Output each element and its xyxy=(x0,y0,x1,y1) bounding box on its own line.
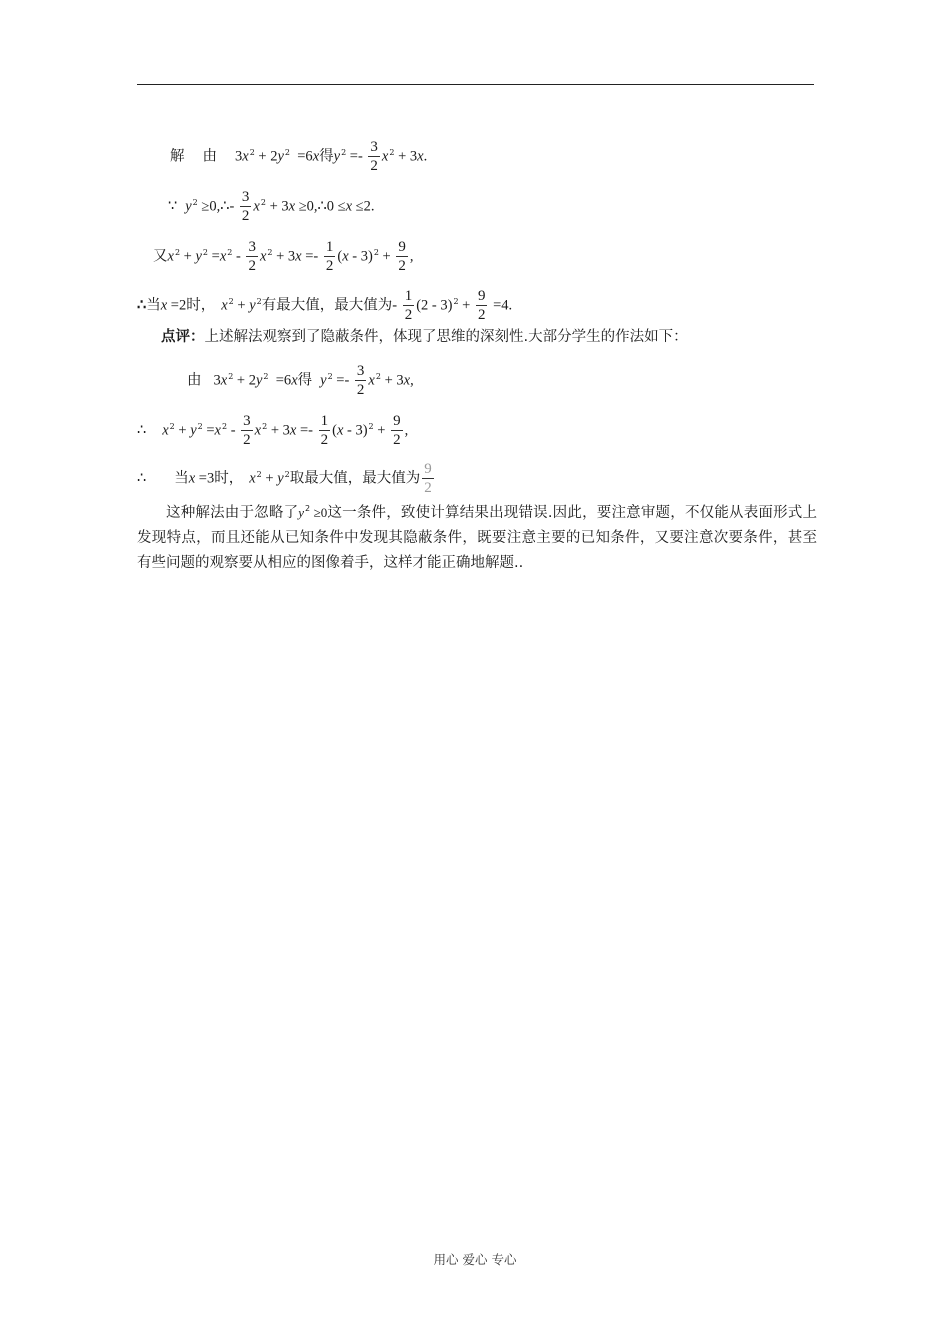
fraction-9-2: $\frac{9}{2}$ xyxy=(477,288,486,323)
fraction-3-2: $\frac{3}{2}$ xyxy=(370,139,378,174)
fraction-9-2: $\frac{9}{2}$ xyxy=(398,239,406,274)
comment-line-2: 由 $3x^2 + 2y^2 =6x$得 $y^2$ =- $\frac{3}{2}$ $x^2 + 3x$, xyxy=(187,363,414,398)
comment-title: 点评： xyxy=(161,329,205,345)
label-take-max: 取最大值，最大值为 xyxy=(289,470,421,487)
header-rule xyxy=(137,84,814,85)
paragraph-text-after: 这一条件，致使计算结果出现错误.因此，要注意审题，不仅能从表面形式上发现特点，而且还能从已知条件中发现其隐蔽条件，既要注意主要的已知条件，又要注意次要条件，甚至有些问题的观察要从相应的图像着手，这样才能正确地解题.. xyxy=(137,505,818,571)
solution-line-3: 又$x^2 + y^2 =x^2$ - $\frac{3}{2}$ $x^2 + 3x$ =- $\frac{1}{2}$ (x - 3)$^2$ + $\frac{9}{2}$ , xyxy=(153,239,414,274)
fraction-3-2: $\frac{3}{2}$ xyxy=(241,189,250,224)
therefore-symbol: ∴ xyxy=(137,422,147,439)
label-dang: 当 xyxy=(174,470,189,487)
solution-line-4: ∴当x =2时， $x^2 + y^2$有最大值，最大值为- $\frac{1}{2}$ (2 - 3)$^2$ + $\frac{9}{2}$ =4. xyxy=(137,288,513,323)
comment-line xyxy=(161,326,688,347)
label-you: 由 xyxy=(187,372,202,389)
solution-line-2: ∵ $y^2$ ≥0,∴- $\frac{3}{2}$ $x^2 + 3x$ ≥0,∴0 ≤x ≤2. xyxy=(168,189,375,224)
conclusion-paragraph: 这种解法由于忽略了$y^2 \ge 0$这一条件，致使计算结果出现错误.因此，要注意审题，不仅能从表面形式上发现特点，而且还能从已知条件中发现其隐蔽条件，既要注意主要的已知条件，又要注意次要条件，甚至有些问题的观察要从相应的图像着手，这样才能正确地解题.. xyxy=(137,504,818,571)
fraction-3-2: $\frac{3}{2}$ xyxy=(248,239,256,274)
label-shi: 时， xyxy=(214,470,244,487)
fraction-1-2: $\frac{1}{2}$ xyxy=(320,413,329,448)
label-you2: 又 xyxy=(153,248,168,265)
fraction-1-2: $\frac{1}{2}$ xyxy=(404,288,413,323)
label-max: 有最大值，最大值为 xyxy=(261,297,393,314)
label-shi: 时， xyxy=(186,297,216,314)
solution-line-1: 解 由 $3x^2 + 2y^2 =6x$得$y^2$ =- $\frac{3}{2}$ $x^2 + 3x$. xyxy=(170,139,428,174)
fraction-3-2: $\frac{3}{2}$ xyxy=(243,413,251,448)
label-de: 得 xyxy=(297,372,313,389)
paragraph-text-before: 这种解法由于忽略了 xyxy=(166,505,299,521)
label-you: 由 xyxy=(202,148,217,165)
fraction-9-2: $\frac{9}{2}$ xyxy=(424,461,432,496)
fraction-1-2: $\frac{1}{2}$ xyxy=(325,239,334,274)
therefore-symbol: ∴ xyxy=(137,470,147,487)
comment-text: 上述解法观察到了隐蔽条件，体现了思维的深刻性.大部分学生的作法如下： xyxy=(204,329,688,345)
fraction-3-2: $\frac{3}{2}$ xyxy=(356,363,365,398)
label-dang: 当 xyxy=(146,297,161,314)
comment-line-4: ∴ 当x =3时， $x^2 + y^2$取最大值，最大值为 $\frac{9}{2}$ xyxy=(137,461,432,496)
fraction-9-2: $\frac{9}{2}$ xyxy=(393,413,401,448)
label-de: 得 xyxy=(319,148,334,165)
therefore-symbol: ∴ xyxy=(137,297,147,314)
comment-line-3: ∴ $x^2 + y^2 =x^2$ - $\frac{3}{2}$ $x^2 + 3x$ =- $\frac{1}{2}$ (x - 3)$^2$ + $\frac{9}{2}$ , xyxy=(137,413,409,448)
because-symbol: ∵ xyxy=(168,198,178,215)
label-jie: 解 xyxy=(170,148,185,165)
page-footer: 用心 爱心 专心 xyxy=(433,1252,517,1267)
